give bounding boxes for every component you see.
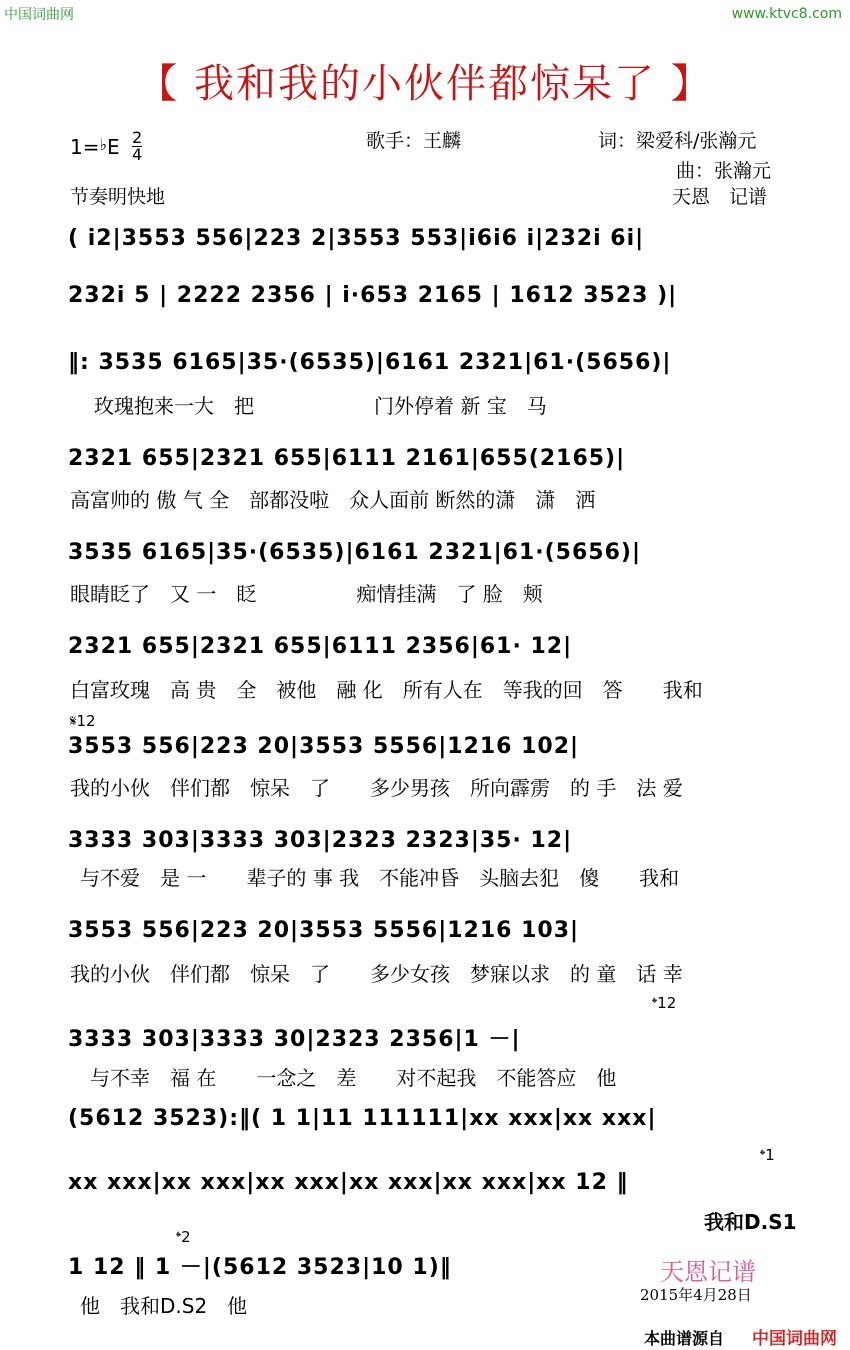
lyric-line-12: 我和D.S1 bbox=[704, 1210, 797, 1234]
time-signature bbox=[132, 130, 142, 163]
transcription-date: 2015年4月28日 bbox=[640, 1286, 752, 1304]
lyric-line-5: 眼睛眨了 又 一 眨 痴情挂满 了 脸 颊 bbox=[70, 582, 543, 606]
time-bottom: 4 bbox=[132, 145, 143, 164]
segno-marker: 𝄋12 bbox=[70, 712, 96, 730]
notation-line-4: 2321 655|2321 655|6111 2161|655(2165)| bbox=[68, 446, 626, 471]
source-label: 本曲谱源自 bbox=[644, 1329, 725, 1348]
lyricist: 词：梁爱科/张瀚元 bbox=[598, 130, 757, 152]
tempo-marking: 节奏明快地 bbox=[70, 186, 166, 208]
coda-marker-2: 𝄌2 bbox=[176, 1228, 191, 1246]
watermark-right: www.ktvc8.com bbox=[731, 6, 842, 22]
flat-icon: ♭ bbox=[99, 135, 108, 154]
key-note: E bbox=[107, 135, 120, 159]
key-signature bbox=[70, 130, 142, 163]
coda-marker-1: 𝄌1 bbox=[760, 1146, 775, 1164]
lyric-line-9: 我的小伙 伴们都 惊呆 了 多少女孩 梦寐以求 的 童 话 幸 bbox=[70, 962, 683, 986]
notation-line-7: 3553 556|223 20|3553 5556|1216 102| bbox=[68, 734, 580, 759]
notation-line-3: ‖: 3535 6165|35·(6535)|6161 2321|61·(5656)| bbox=[68, 350, 672, 375]
time-top: 2 bbox=[132, 128, 143, 147]
lyric-line-8: 与不爱 是 一 辈子的 事 我 不能冲昏 头脑去犯 傻 我和 bbox=[80, 866, 680, 890]
lyric-line-10: 与不幸 福 在 一念之 差 对不起我 不能答应 他 bbox=[90, 1066, 617, 1090]
notation-line-10: 3333 303|3333 30|2323 2356|1 －| bbox=[68, 1027, 521, 1052]
lyric-line-13: 他 我和D.S2 他 bbox=[80, 1294, 248, 1318]
composer: 曲：张瀚元 bbox=[676, 160, 772, 182]
transcriber: 天恩 记谱 bbox=[672, 186, 768, 208]
source-site-link[interactable]: 中国词曲网 bbox=[752, 1329, 837, 1349]
singer: 歌手：王麟 bbox=[366, 130, 462, 152]
key-prefix: 1= bbox=[70, 135, 100, 159]
lyric-line-6: 白富玫瑰 高 贵 全 被他 融 化 所有人在 等我的回 答 我和 bbox=[70, 678, 703, 702]
notation-line-1: ( i2|3553 556|223 2|3553 553|i6i6 i|232i 6i| bbox=[68, 226, 645, 251]
lyric-line-7: 我的小伙 伴们都 惊呆 了 多少男孩 所向霹雳 的 手 法 爱 bbox=[70, 776, 683, 800]
watermark-left: 中国词曲网 bbox=[4, 7, 74, 23]
lyric-line-3: 玫瑰抱来一大 把 门外停着 新 宝 马 bbox=[94, 394, 547, 418]
transcriber-stamp: 天恩记谱 bbox=[660, 1258, 756, 1286]
lyric-line-4: 高富帅的 傲 气 全 部都没啦 众人面前 断然的潇 潇 洒 bbox=[70, 488, 596, 512]
coda-marker-12: 𝄌12 bbox=[652, 994, 677, 1012]
song-title: 【 我和我的小伙伴都惊呆了 】 bbox=[137, 61, 713, 107]
notation-line-5: 3535 6165|35·(6535)|6161 2321|61·(5656)| bbox=[68, 540, 642, 565]
notation-line-13: 1 12 ‖ 1 －|(5612 3523|10 1)‖ bbox=[68, 1255, 452, 1280]
notation-line-12: xx xxx|xx xxx|xx xxx|xx xxx|xx xxx|xx 12 ‖ bbox=[68, 1170, 629, 1195]
notation-line-2: 232i 5 | 2222 2356 | i·653 2165 | 1612 3523 )| bbox=[68, 283, 678, 308]
notation-line-6: 2321 655|2321 655|6111 2356|61· 12| bbox=[68, 634, 573, 659]
notation-line-9: 3553 556|223 20|3553 5556|1216 103| bbox=[68, 918, 580, 943]
notation-line-8: 3333 303|3333 303|2323 2323|35· 12| bbox=[68, 828, 573, 853]
notation-line-11: (5612 3523):‖( 1 1|11 111111|xx xxx|xx xxx| bbox=[68, 1106, 657, 1131]
